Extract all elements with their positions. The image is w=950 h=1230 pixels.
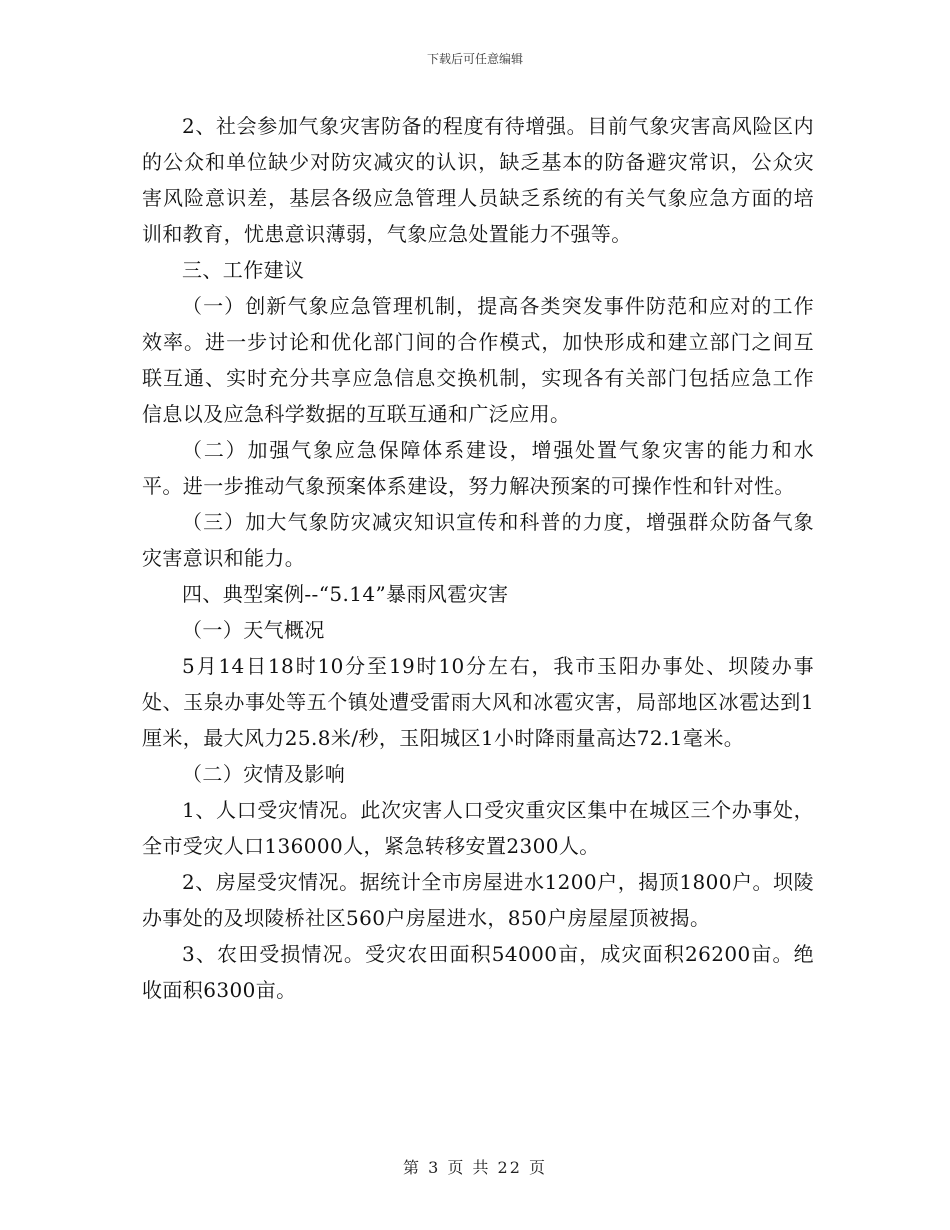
page-header: 下载后可任意编辑 — [426, 52, 523, 66]
document-body — [142, 108, 814, 1008]
paragraph-suggestion-1: （一）创新气象应急管理机制，提高各类突发事件防范和应对的工作效率。进一步讨论和优化部门间的合作模式，加快形成和建立部门之间互联互通、实时充分共享应急信息交换机制，实现各有关部门包括应急工作信息以及应急科学数据的互联互通和广泛应用。 — [142, 294, 814, 426]
paragraph-suggestion-2: （二）加强气象应急保障体系建设，增强处置气象灾害的能力和水平。进一步推动气象预案体系建设，努力解决预案的可操作性和针对性。 — [142, 438, 814, 498]
paragraph-housing: 2、房屋受灾情况。据统计全市房屋进水1200户，揭顶1800户。坝陵办事处的及坝陵桥社区560户房屋进水，850户房屋屋顶被揭。 — [142, 870, 814, 930]
paragraph-farmland: 3、农田受损情况。受灾农田面积54000亩，成灾面积26200亩。绝收面积6300亩。 — [142, 942, 814, 1002]
subheading-impact: （二）灾情及影响 — [182, 762, 346, 786]
section-heading-3: 三、工作建议 — [182, 258, 305, 282]
section-heading-4: 四、典型案例--“5.14”暴雨风雹灾害 — [182, 582, 509, 606]
subheading-weather: （一）天气概况 — [182, 618, 325, 642]
page-number: 第 3 页 共 22 页 — [403, 1158, 547, 1177]
paragraph-weather: 5月14日18时10分至19时10分左右，我市玉阳办事处、坝陵办事处、玉泉办事处等五个镇处遭受雷雨大风和冰雹灾害，局部地区冰雹达到1厘米，最大风力25.8米/秒，玉阳城区1小时降雨量高达72.1毫米。 — [142, 654, 814, 750]
paragraph-1: 2、社会参加气象灾害防备的程度有待增强。目前气象灾害高风险区内的公众和单位缺少对防灾减灾的认识，缺乏基本的防备避灾常识，公众灾害风险意识差，基层各级应急管理人员缺乏系统的有关气象应急方面的培训和教育，忧患意识薄弱，气象应急处置能力不强等。 — [142, 114, 814, 246]
paragraph-suggestion-3: （三）加大气象防灾减灾知识宣传和科普的力度，增强群众防备气象灾害意识和能力。 — [142, 510, 814, 570]
paragraph-population: 1、人口受灾情况。此次灾害人口受灾重灾区集中在城区三个办事处，全市受灾人口136000人，紧急转移安置2300人。 — [142, 798, 814, 858]
